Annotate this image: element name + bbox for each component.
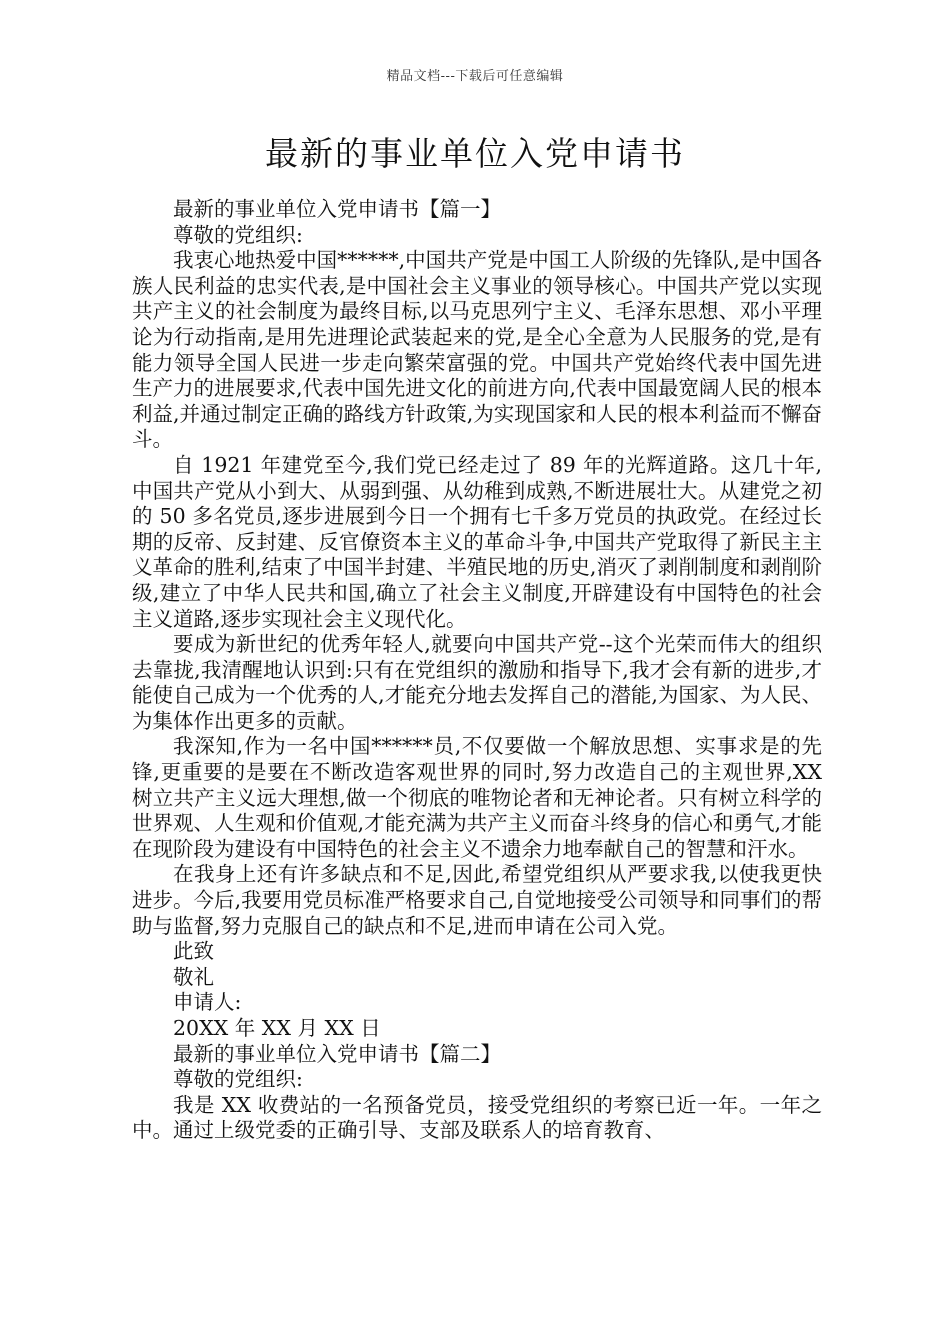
applicant-line: 申请人: xyxy=(173,990,242,1015)
paragraph: 我深知,作为一名中国******员,不仅要做一个解放思想、实事求是的先锋,更重要的是要在不断改造客观世界的同时,努力改造自己的主观世界,XX 树立共产主义远大理想,做一个彻底的唯物论者和无神论者。只有树立科学的世界观、人生观和价值观,才能充满为共产主义而奋斗终身的信心和勇气,才能在现阶段为建设有中国特色的社会主义不遗余力地奉献自己的智慧和汗水。 xyxy=(132,734,822,861)
date-line: 20XX 年 XX 月 XX 日 xyxy=(173,1016,381,1040)
paragraph: 我衷心地热爱中国******,中国共产党是中国工人阶级的先锋队,是中国各族人民利益的忠实代表,是中国社会主义事业的领导核心。中国共产党以实现共产主义的社会制度为最终目标,以马克思列宁主义、毛泽东思想、邓小平理论为行动指南,是用先进理论武装起来的党,是全心全意为人民服务的党,是有能力领导全国人民进一步走向繁荣富强的党。中国共产党始终代表中国先进生产力的进展要求,代表中国先进文化的前进方向,代表中国最宽阔人民的根本利益,并通过制定正确的路线方针政策,为实现国家和人民的根本利益而不懈奋斗。 xyxy=(132,248,822,452)
paragraph: 自 1921 年建党至今,我们党已经走过了 89 年的光辉道路。这几十年,中国共产党从小到大、从弱到强、从幼稚到成熟,不断进展壮大。从建党之初的 50 多名党员,逐步进展到今日一个拥有七千多万党员的执政党。在经过长期的反帝、反封建、反官僚资本主义的革命斗争,中国共产党取得了新民主主义革命的胜利,结束了中国半封建、半殖民地的历史,消灭了剥削制度和剥削阶级,建立了中华人民共和国,确立了社会主义制度,开辟建设有中国特色的社会主义道路,逐步实现社会主义现代化。 xyxy=(132,452,822,631)
salutation: 尊敬的党组织: xyxy=(173,1067,303,1092)
closing-line: 此致 xyxy=(173,939,214,964)
header-note: 精品文档---下载后可任意编辑 xyxy=(386,69,564,84)
section-heading: 最新的事业单位入党申请书【篇一】 xyxy=(173,197,501,221)
paragraph: 我是 XX 收费站的一名预备党员，接受党组织的考察已近一年。一年之中。通过上级党委的正确引导、支部及联系人的培育教育、 xyxy=(132,1092,822,1143)
document-body xyxy=(132,197,822,1144)
salutation: 尊敬的党组织: xyxy=(173,222,303,247)
closing-line: 敬礼 xyxy=(173,964,214,989)
paragraph: 要成为新世纪的优秀年轻人,就要向中国共产党--这个光荣而伟大的组织去靠拢,我清醒地认识到:只有在党组织的激励和指导下,我才会有新的进步,才能使自己成为一个优秀的人,才能充分地去发挥自己的潜能,为国家、为人民、为集体作出更多的贡献。 xyxy=(132,632,822,733)
paragraph: 在我身上还有许多缺点和不足,因此,希望党组织从严要求我,以使我更快进步。今后,我要用党员标准严格要求自己,自觉地接受公司领导和同事们的帮助与监督,努力克服自己的缺点和不足,进而申请在公司入党。 xyxy=(132,862,822,938)
document-title: 最新的事业单位入党申请书 xyxy=(265,134,685,173)
section-heading: 最新的事业单位入党申请书【篇二】 xyxy=(173,1041,501,1066)
